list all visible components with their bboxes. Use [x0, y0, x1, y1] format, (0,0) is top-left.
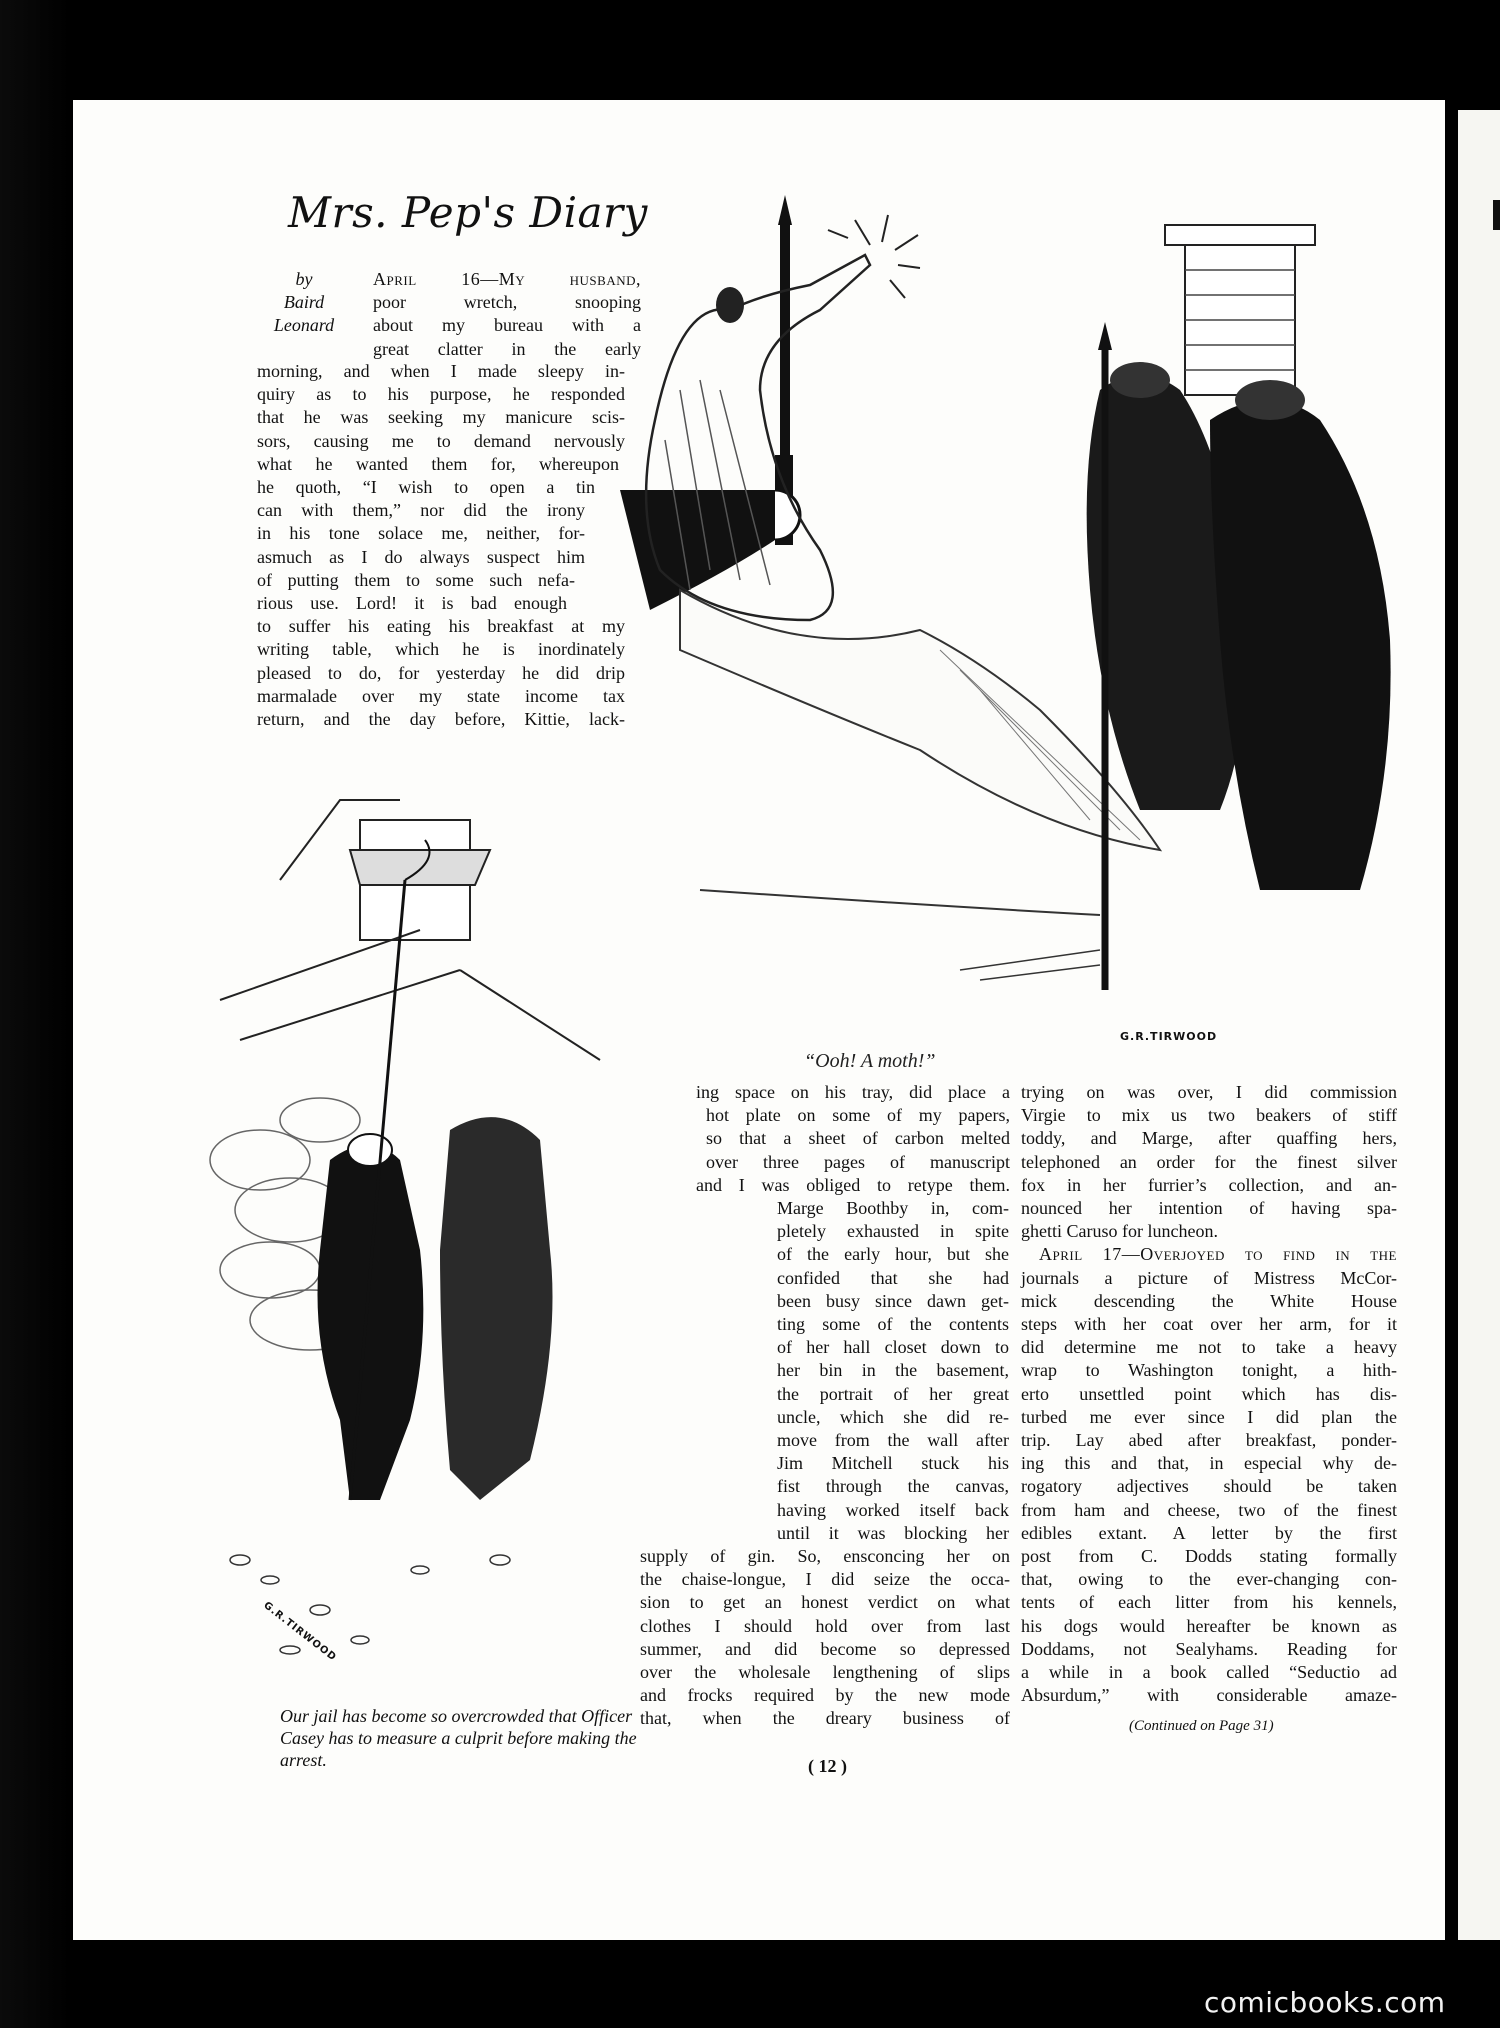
- continued-note: (Continued on Page 31): [1129, 1718, 1274, 1734]
- text-line: pleased to do, for yesterday he did drip: [257, 662, 625, 683]
- text-line: ting some of the contents: [777, 1314, 1009, 1335]
- chimney-cap: [1165, 225, 1315, 245]
- moth-caption: “Ooh! A moth!”: [804, 1050, 936, 1072]
- text-line: ing this and that, in especial why de-: [1021, 1453, 1397, 1474]
- text-line: move from the wall after: [777, 1430, 1009, 1451]
- text-line: poor wretch, snooping: [373, 292, 641, 313]
- street-scene: [220, 800, 600, 1060]
- text-line: what he wanted them for, whereupon: [257, 453, 619, 474]
- burglar-cap-2: [1235, 380, 1305, 420]
- text-line: Absurdum,” with considerable amaze-: [1021, 1685, 1397, 1706]
- moth-sparkle: [828, 215, 920, 298]
- text-line: in his tone solace me, neither, for-: [257, 523, 585, 544]
- text-line: writing table, which he is inordinately: [257, 639, 625, 660]
- text-line: over three pages of manuscript: [706, 1151, 1010, 1172]
- artist-signature: G.R.TIRWOOD: [261, 1600, 339, 1664]
- text-line: ghetti Caruso for luncheon.: [1021, 1221, 1218, 1242]
- text-line: erto unsettled point which has dis-: [1021, 1383, 1397, 1404]
- text-line: and frocks required by the new mode: [640, 1685, 1010, 1706]
- text-line: post from C. Dodds stating formally: [1021, 1546, 1397, 1567]
- burglar-cap-1: [1110, 362, 1170, 398]
- text-line: uncle, which she did re-: [777, 1406, 1009, 1427]
- text-line: trip. Lay abed after breakfast, ponder-: [1021, 1430, 1397, 1451]
- page-number: ( 12 ): [808, 1756, 847, 1776]
- text-line: Doddams, not Sealyhams. Reading for: [1021, 1638, 1397, 1659]
- text-line: turbed me ever since I did plan the: [1021, 1406, 1397, 1427]
- text-line: tents of each litter from his kennels,: [1021, 1592, 1397, 1613]
- article-title: Mrs. Pep's Diary: [288, 188, 648, 237]
- text-line: confided that she had: [777, 1267, 1009, 1288]
- text-line: been busy since dawn get-: [777, 1290, 1009, 1311]
- text-line: fox in her furrier’s collection, and an-: [1021, 1174, 1397, 1195]
- ink-ground: [620, 490, 775, 610]
- text-line: about my bureau with a: [373, 315, 641, 336]
- col2-bottom: [640, 1545, 1010, 1731]
- text-line: trying on was over, I did commission: [1021, 1082, 1397, 1102]
- text-line: steps with her coat over her arm, for it: [1021, 1314, 1397, 1335]
- text-line: that he was seeking my manicure scis-: [257, 407, 625, 428]
- text-line: quiry as to his purpose, he responded: [257, 384, 625, 405]
- text-line: clothes I should hold over from last: [640, 1615, 1010, 1636]
- text-line: edibles extant. A letter by the first: [1021, 1522, 1397, 1543]
- facing-page-mark: [1493, 200, 1500, 230]
- watermark: comicbooks.com: [1204, 1986, 1446, 2019]
- text-line: mick descending the White House: [1021, 1290, 1397, 1311]
- text-line: to suffer his eating his breakfast at my: [257, 616, 625, 637]
- lamp-finial: [778, 195, 792, 225]
- bed-sheets: [680, 590, 1160, 850]
- artist-signature: G.R.TIRWOOD: [1120, 1030, 1218, 1043]
- text-line: rious use. Lord! it is bad enough: [257, 593, 567, 614]
- text-line: of putting them to some such nefa-: [257, 569, 575, 590]
- text-line: that, owing to the ever-changing con-: [1021, 1569, 1397, 1590]
- text-line: so that a sheet of carbon melted: [706, 1128, 1010, 1149]
- text-line: sion to get an honest verdict on what: [640, 1592, 1010, 1613]
- woman-head: [716, 287, 744, 323]
- text-line: journals a picture of Mistress McCor-: [1021, 1267, 1397, 1288]
- text-line: Jim Mitchell stuck his: [777, 1453, 1009, 1474]
- byline: [258, 268, 350, 337]
- burglar-2: [1210, 400, 1391, 890]
- jail-illustration: [200, 780, 620, 1680]
- byline-line: Leonard: [273, 315, 335, 335]
- text-line: sors, causing me to demand nervously: [257, 430, 625, 451]
- text-line: telephoned an order for the finest silver: [1021, 1151, 1397, 1172]
- officer-figure: [318, 1145, 424, 1500]
- text-line: return, and the day before, Kittie, lack-: [257, 709, 625, 730]
- text-line: hot plate on some of my papers,: [706, 1105, 1010, 1126]
- text-line: summer, and did become so depressed: [640, 1638, 1010, 1659]
- text-line: of the early hour, but she: [777, 1244, 1009, 1265]
- jail-caption: Our jail has become so overcrowded that Officer Casey has to measure a culprit before making the arrest.: [280, 1706, 637, 1770]
- officer-cap: [348, 1134, 392, 1166]
- text-line: marmalade over my state income tax: [257, 685, 625, 706]
- text-line: Marge Boothby in, com-: [777, 1198, 1009, 1218]
- text-line: toddy, and Marge, after quaffing hers,: [1021, 1128, 1397, 1149]
- text-line: nounced her intention of having spa-: [1021, 1198, 1397, 1219]
- text-line: ing space on his tray, did place a: [696, 1082, 1010, 1102]
- text-line: rogatory adjectives should be taken: [1021, 1476, 1397, 1497]
- text-line: he quoth, “I wish to open a tin: [257, 477, 595, 498]
- text-line: the portrait of her great: [777, 1383, 1009, 1404]
- col3-body: [1021, 1081, 1397, 1707]
- text-line: until it was blocking her: [777, 1522, 1009, 1543]
- text-line: his dogs would hereafter be known as: [1021, 1615, 1397, 1636]
- facing-page-edge: [1458, 110, 1500, 1940]
- byline-line: Baird: [283, 292, 325, 312]
- text-line: from ham and cheese, two of the finest: [1021, 1499, 1397, 1520]
- col2-narrow: [777, 1197, 1009, 1545]
- col1-body: [257, 360, 625, 731]
- text-line: fist through the canvas,: [777, 1476, 1009, 1497]
- text-line: did determine me not to take a heavy: [1021, 1337, 1397, 1358]
- text-line: Virgie to mix us two beakers of stiff: [1021, 1105, 1397, 1126]
- text-line: pletely exhausted in spite: [777, 1221, 1009, 1242]
- text-line: of her hall closet down to: [777, 1337, 1009, 1358]
- text-line: having worked itself back: [777, 1499, 1009, 1520]
- text-line: can with them,” nor did the irony: [257, 500, 585, 521]
- text-line: that, when the dreary business of: [640, 1708, 1010, 1729]
- text-line: her bin in the basement,: [777, 1360, 1009, 1381]
- byline-line: by: [295, 269, 313, 289]
- text-line: over the wholesale lengthening of slips: [640, 1662, 1010, 1683]
- moth-illustration: [620, 190, 1400, 1040]
- text-line: asmuch as I do always suspect him: [257, 546, 585, 567]
- col1-intro: [373, 268, 641, 361]
- text-line: great clatter in the early: [373, 338, 641, 359]
- text-line: and I was obliged to retype them.: [696, 1174, 1010, 1195]
- text-line: the chaise-longue, I did seize the occa-: [640, 1569, 1010, 1590]
- text-line: wrap to Washington tonight, a hith-: [1021, 1360, 1397, 1381]
- culprit-figure: [440, 1117, 553, 1500]
- col2-top: [696, 1081, 1010, 1197]
- text-line: April 17—Overjoyed to find in the: [1039, 1244, 1397, 1265]
- text-line: morning, and when I made sleepy in-: [257, 361, 625, 381]
- text-line: a while in a book called “Seductio ad: [1021, 1662, 1397, 1683]
- text-line: April 16—My husband,: [373, 269, 641, 289]
- text-line: supply of gin. So, ensconcing her on: [640, 1546, 1010, 1566]
